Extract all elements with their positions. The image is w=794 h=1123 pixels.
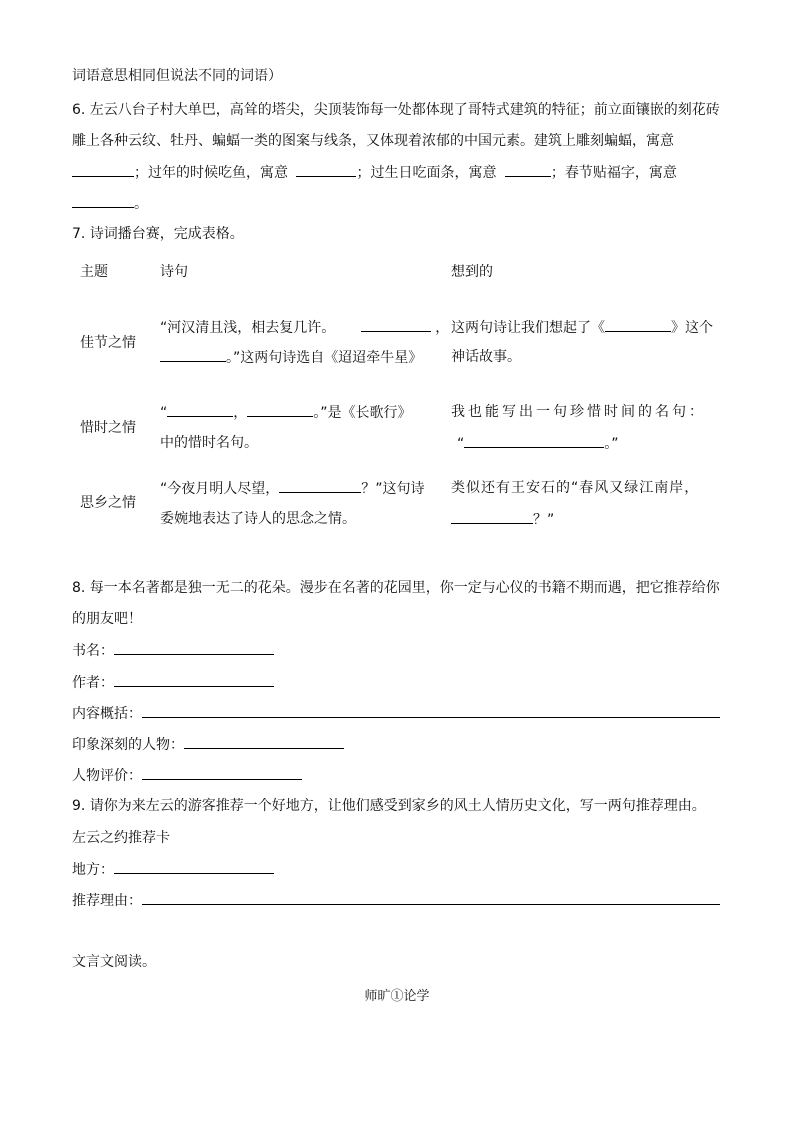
blank-row3-a[interactable] — [279, 478, 361, 493]
blank-row2-c[interactable] — [464, 433, 604, 448]
q6-line2: 雕上各种云纹、牡丹、蝙蝠一类的图案与线条，又体现着浓郁的中国元素。建筑上雕刻蝙蝠，寓意 — [72, 133, 674, 149]
intro-tail: 词语意思相同但说法不同的词语） — [72, 68, 282, 84]
field-book-title: 书名： — [72, 640, 274, 661]
theme-time: 惜时之情 — [80, 420, 136, 436]
theme-homesick: 思乡之情 — [80, 495, 136, 511]
row1-thought-line1: 这两句诗让我们想起了《 》这个 — [451, 317, 713, 338]
row2-poem-line2: 中的惜时名句。 — [160, 435, 258, 451]
summary-blank[interactable] — [142, 703, 720, 718]
q9-card-title: 左云之约推荐卡 — [72, 830, 170, 846]
review-blank[interactable] — [142, 765, 302, 780]
row1-thought-line2: 神话故事。 — [451, 349, 521, 365]
field-reason: 推荐理由： — [72, 890, 720, 911]
blank-row1-a[interactable] — [361, 317, 431, 332]
blank-row2-b[interactable] — [247, 402, 313, 417]
blank-bat-meaning[interactable] — [72, 162, 134, 177]
character-blank[interactable] — [184, 734, 344, 749]
q6-line4: 。 — [72, 193, 148, 214]
header-thoughts: 想到的 — [451, 264, 493, 280]
blank-row1-b[interactable] — [160, 347, 226, 362]
blank-fu-meaning[interactable] — [72, 193, 134, 208]
blank-noodle-meaning[interactable] — [505, 162, 551, 177]
field-character-review: 人物评价： — [72, 765, 302, 786]
q7-prompt: 7. 诗词播台赛，完成表格。 — [72, 226, 244, 242]
row1-poem-line2: 。”这两句诗选自《迢迢牵牛星》 — [160, 347, 422, 368]
row3-thought-line2: ？” — [451, 509, 554, 530]
row2-thought-line1: 我也能写出一句珍惜时间的名句： — [451, 404, 706, 420]
author-blank[interactable] — [114, 672, 274, 687]
place-blank[interactable] — [114, 859, 274, 874]
header-poem: 诗句 — [160, 264, 188, 280]
row3-thought-line1: 类似还有王安石的“春风又绿江南岸， — [451, 480, 700, 496]
field-summary: 内容概括： — [72, 703, 720, 724]
blank-fish-meaning[interactable] — [296, 162, 356, 177]
passage-title: 师旷①论学 — [364, 989, 430, 1004]
q9-line1: 9. 请你为来左云的游客推荐一个好地方，让他们感受到家乡的风土人情历史文化，写一两句推荐理由。 — [72, 798, 706, 814]
q8-line1: 8. 每一本名著都是独一无二的花朵。漫步在名著的花园里，你一定与心仪的书籍不期而遇，把它推荐给你 — [72, 580, 720, 596]
row2-poem-line1: “ ， 。”是《长歌行》 — [160, 402, 412, 423]
field-author: 作者： — [72, 672, 274, 693]
blank-row3-b[interactable] — [451, 509, 533, 524]
row3-poem-line1: “今夜月明人尽望， ？”这句诗 — [160, 478, 425, 499]
book-title-blank[interactable] — [114, 640, 274, 655]
reason-blank[interactable] — [142, 890, 720, 905]
header-theme: 主题 — [80, 264, 108, 280]
blank-row2-a[interactable] — [167, 402, 233, 417]
row3-poem-line2: 委婉地表达了诗人的思念之情。 — [160, 511, 356, 527]
blank-row1-c[interactable] — [605, 317, 671, 332]
q8-line2: 的朋友吧！ — [72, 611, 142, 627]
row2-thought-line2: “ 。” — [457, 433, 619, 454]
field-place: 地方： — [72, 859, 274, 880]
q6-line3: ；过年的时候吃鱼，寓意 ；过生日吃面条，寓意 ；春节贴福字，寓意 — [72, 162, 677, 183]
q6-line1: 6. 左云八台子村大单巴，高耸的塔尖，尖顶装饰每一处都体现了哥特式建筑的特征；前立面镶嵌的刻花砖 — [72, 102, 720, 118]
reading-prompt: 文言文阅读。 — [72, 954, 156, 970]
field-memorable-character: 印象深刻的人物： — [72, 734, 344, 755]
theme-festival: 佳节之情 — [80, 335, 136, 351]
row1-poem-line1: “河汉清且浅，相去复几许。 ， — [160, 317, 449, 338]
